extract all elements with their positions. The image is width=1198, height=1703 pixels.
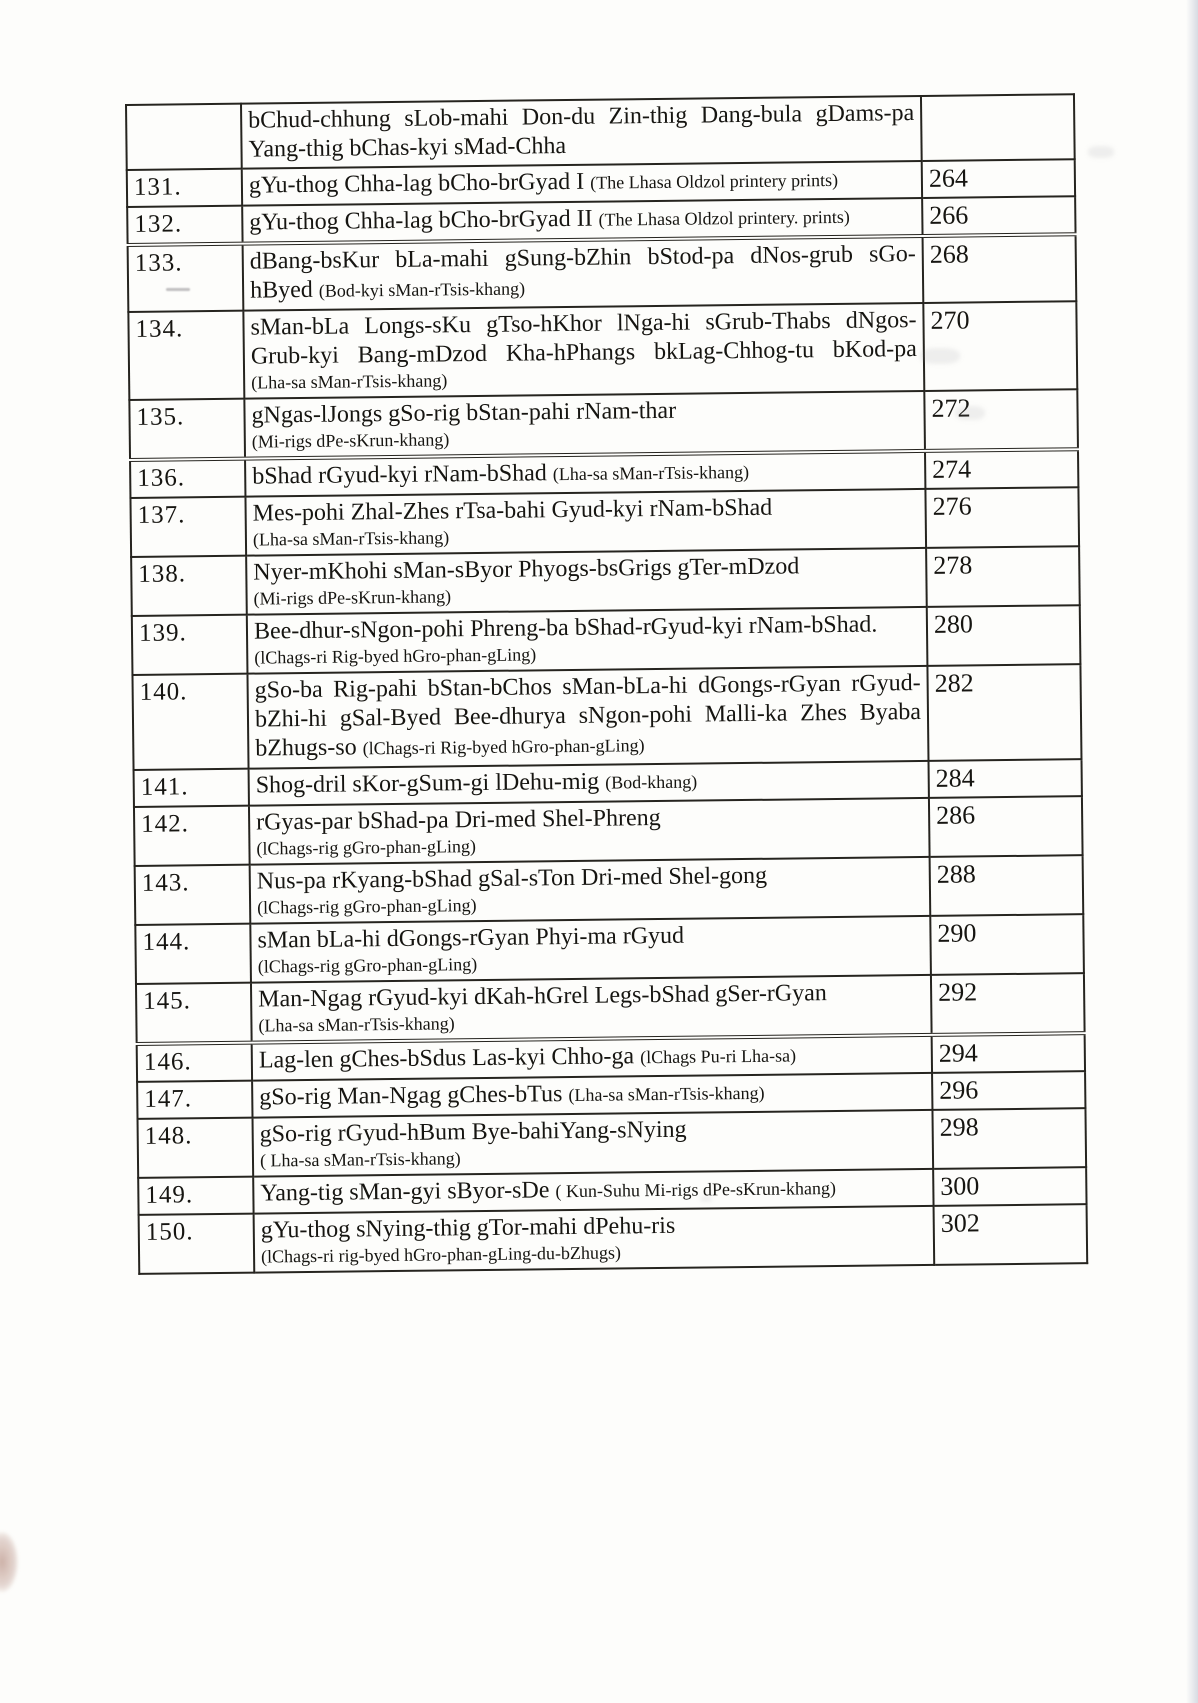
- entry-number: 147.: [137, 1081, 252, 1119]
- table-row: [139, 1204, 1088, 1274]
- title-text: gYu-thog sNying-thig gTor-mahi dPehu-ris: [260, 1212, 676, 1244]
- title-text: bShad rGyud-kyi rNam-bShad: [252, 460, 553, 490]
- scan-smudge: [955, 406, 985, 420]
- table-row: [129, 389, 1078, 460]
- entry-page-number: 268: [923, 234, 1077, 303]
- entry-title-cell: [250, 857, 931, 924]
- title-text: gSo-rig Man-Ngag gChes-bTus: [259, 1081, 569, 1111]
- title-text: bChud-chhung sLob-mahi Don-du Zin-thig Dang-bula gDams-pa: [248, 100, 915, 134]
- publisher-note: (lChags-ri Rig-byed hGro-phan-gLing): [254, 644, 537, 668]
- title-text: Man-Ngag rGyud-kyi dKah-hGrel Legs-bShad gSer-rGyan: [258, 980, 827, 1013]
- entry-page-number: 276: [925, 487, 1079, 548]
- entry-number: 148.: [138, 1118, 254, 1178]
- publisher-note: (Bod-kyi sMan-rTsis-khang): [318, 278, 526, 301]
- entry-page-number: 284: [929, 759, 1082, 798]
- entry-number: 136.: [130, 459, 245, 498]
- entry-number: [126, 104, 242, 170]
- title-text: sMan bLa-hi dGongs-rGyan Phyi-ma rGyud: [257, 922, 685, 954]
- entry-page-number: 290: [930, 914, 1084, 975]
- title-text: rGyas-par bShad-pa Dri-med Shel-Phreng: [256, 804, 661, 836]
- paper-stain-mark: [0, 1532, 18, 1592]
- publisher-note: (Lha-sa sMan-rTsis-khang): [251, 370, 448, 393]
- entry-title-cell: [246, 548, 927, 615]
- title-text: bZhugs-so: [255, 734, 363, 762]
- entry-number: 135.: [129, 399, 245, 460]
- entry-page-number: 292: [931, 973, 1085, 1035]
- title-text: sMan-bLa Longs-sKu gTso-hKhor lNga-hi sGrub-Thabs dNgos-: [250, 307, 917, 341]
- entry-number: 138.: [131, 556, 247, 616]
- entry-page-number: [921, 94, 1075, 161]
- entry-title-cell: [241, 96, 922, 169]
- entry-number: 143.: [135, 865, 251, 925]
- entry-title-line: [256, 764, 922, 802]
- entry-title-line: [249, 164, 915, 202]
- scan-smudge: [700, 1196, 712, 1202]
- table-row: [132, 664, 1081, 770]
- entry-number: 133.: [128, 244, 244, 312]
- entry-page-number: 280: [927, 605, 1081, 666]
- entry-number: 150.: [139, 1214, 255, 1274]
- publisher-note: (lChags-rig gGro-phan-gLing): [256, 836, 477, 859]
- entry-title-cell: [253, 1110, 934, 1177]
- entry-title-line: [255, 727, 921, 765]
- title-text: gSo-ba Rig-pahi bStan-bChos sMan-bLa-hi dGongs-rGyan rGyud-: [254, 670, 921, 704]
- publisher-note: (Mi-rigs dPe-sKrun-khang): [253, 586, 452, 609]
- title-text: gYu-thog Chha-lag bCho-brGyad I: [248, 168, 591, 199]
- entry-title-cell: [249, 798, 930, 865]
- publisher-note: (lChags Pu-ri Lha-sa): [640, 1045, 797, 1068]
- title-text: dBang-bsKur bLa-mahi gSung-bZhin bStod-pa dNos-grub sGo-: [249, 241, 916, 275]
- publisher-note: (Bod-khang): [605, 771, 698, 793]
- entry-number: 139.: [132, 615, 248, 675]
- entry-title-line: [250, 269, 916, 307]
- title-text: Shog-dril sKor-gSum-gi lDehu-mig: [255, 768, 606, 799]
- entry-title-cell: [251, 975, 932, 1043]
- table-row: [130, 487, 1079, 557]
- entry-page-number: 282: [927, 664, 1081, 761]
- table-row: [134, 796, 1083, 866]
- entry-page-number: 298: [932, 1108, 1086, 1169]
- entry-page-number: 264: [922, 159, 1075, 198]
- table-row: [132, 605, 1081, 675]
- entry-number: 144.: [135, 924, 251, 984]
- entry-title-cell: [245, 489, 926, 556]
- title-text: bZhi-hi gSal-Byed Bee-dhurya sNgon-pohi Malli-ka Zhes Byaba: [254, 699, 922, 733]
- publisher-note: (lChags-rig gGro-phan-gLing): [257, 895, 477, 918]
- title-text: Yang-thig bChas-kyi sMad-Chha: [248, 132, 567, 163]
- publisher-note: (Mi-rigs dPe-sKrun-khang): [251, 429, 450, 452]
- entry-number: 141.: [134, 769, 249, 807]
- publisher-note: (lChags-rig gGro-phan-gLing): [257, 954, 478, 977]
- entry-number: 131.: [127, 169, 242, 207]
- entry-number: 142.: [134, 806, 250, 866]
- entry-page-number: 274: [925, 449, 1078, 489]
- title-text: gSo-rig rGyud-hBum Bye-bahiYang-sNying: [259, 1116, 687, 1148]
- entry-number: 137.: [130, 497, 246, 557]
- entry-title-line: [252, 455, 918, 493]
- entry-page-number: 266: [922, 196, 1075, 236]
- entry-number: 149.: [138, 1177, 253, 1215]
- publisher-note: ( Kun-Suhu Mi-rigs dPe-sKrun-khang): [555, 1178, 837, 1202]
- table-row: [131, 546, 1080, 616]
- table-row: [135, 855, 1084, 925]
- publisher-note: (Lha-sa sMan-rTsis-khang): [258, 1013, 455, 1036]
- publisher-note: ( Lha-sa sMan-rTsis-khang): [259, 1148, 461, 1171]
- publisher-note: (Lha-sa sMan-rTsis-khang): [552, 461, 750, 485]
- entry-title-line: [248, 128, 914, 165]
- entry-title-cell: [247, 607, 928, 674]
- entry-title-cell: [247, 666, 928, 769]
- title-text: Bee-dhur-sNgon-pohi Phreng-ba bShad-rGyud-kyi rNam-bShad.: [253, 611, 878, 645]
- contents-table-wrap: [125, 93, 1086, 1275]
- entry-number: 140.: [132, 674, 248, 770]
- entry-title-line: [259, 1076, 925, 1114]
- title-text: Nyer-mKhohi sMan-sByor Phyogs-bsGrigs gTer-mDzod: [253, 553, 800, 586]
- entry-title-line: [249, 201, 915, 239]
- title-text: Lag-len gChes-bSdus Las-kyi Chho-ga: [258, 1043, 641, 1074]
- contents-table-body: [126, 94, 1087, 1274]
- publisher-note: (The Lhasa Oldzol printery. prints): [598, 206, 850, 230]
- title-text: Nus-pa rKyang-bShad gSal-sTon Dri-med Shel-gong: [256, 862, 768, 895]
- scan-smudge: [920, 348, 960, 364]
- scan-smudge: [1088, 146, 1114, 158]
- table-row: [135, 914, 1084, 984]
- publisher-note: (lChags-ri Rig-byed hGro-phan-gLing): [362, 735, 645, 759]
- title-text: Grub-kyi Bang-mDzod Kha-hPhangs bkLag-Chhog-tu bKod-pa: [250, 336, 917, 370]
- entry-title-cell: [243, 236, 924, 311]
- publisher-note: (The Lhasa Oldzol printery prints): [590, 169, 839, 193]
- entry-title-cell: [250, 916, 931, 983]
- title-text: hByed: [249, 276, 319, 304]
- title-text: gYu-thog Chha-lag bCho-brGyad II: [249, 205, 599, 236]
- table-row: [136, 973, 1085, 1044]
- table-row: [138, 1108, 1087, 1178]
- title-text: Mes-pohi Zhal-Zhes rTsa-bahi Gyud-kyi rNam-bShad: [252, 494, 773, 527]
- entry-page-number: 272: [924, 389, 1078, 451]
- entry-page-number: 302: [934, 1204, 1088, 1265]
- publisher-note: (Lha-sa sMan-rTsis-khang): [252, 527, 450, 550]
- entry-page-number: 286: [929, 796, 1083, 857]
- entry-title-cell: [243, 303, 924, 399]
- entry-title-cell: [254, 1206, 935, 1273]
- entry-page-number: 296: [932, 1071, 1085, 1110]
- title-text: gNgas-lJongs gSo-rig bStan-pahi rNam-thar: [251, 397, 677, 429]
- entry-page-number: 270: [923, 301, 1077, 391]
- entry-number: 145.: [136, 983, 252, 1044]
- table-row: [126, 94, 1075, 170]
- entry-number: 132.: [127, 206, 242, 245]
- entry-number: 134.: [128, 311, 244, 400]
- table-row: [128, 234, 1077, 312]
- entry-number: 146.: [137, 1043, 252, 1082]
- publisher-note: (lChags-ri rig-byed hGro-phan-gLing-du-bZhugs): [260, 1242, 622, 1267]
- entry-page-number: 294: [932, 1033, 1085, 1073]
- publisher-note: (Lha-sa sMan-rTsis-khang): [568, 1082, 765, 1106]
- contents-table: [125, 93, 1088, 1275]
- title-text: Yang-tig sMan-gyi sByor-sDe: [260, 1177, 556, 1207]
- entry-page-number: 300: [933, 1167, 1086, 1206]
- entry-page-number: 288: [930, 855, 1084, 916]
- scan-edge-shadow: [1186, 0, 1198, 1703]
- entry-title-line: [260, 1172, 926, 1210]
- entry-title-cell: [244, 391, 925, 459]
- entry-page-number: 278: [926, 546, 1080, 607]
- entry-title-line: [259, 1039, 925, 1077]
- pen-dash-mark: [166, 288, 190, 291]
